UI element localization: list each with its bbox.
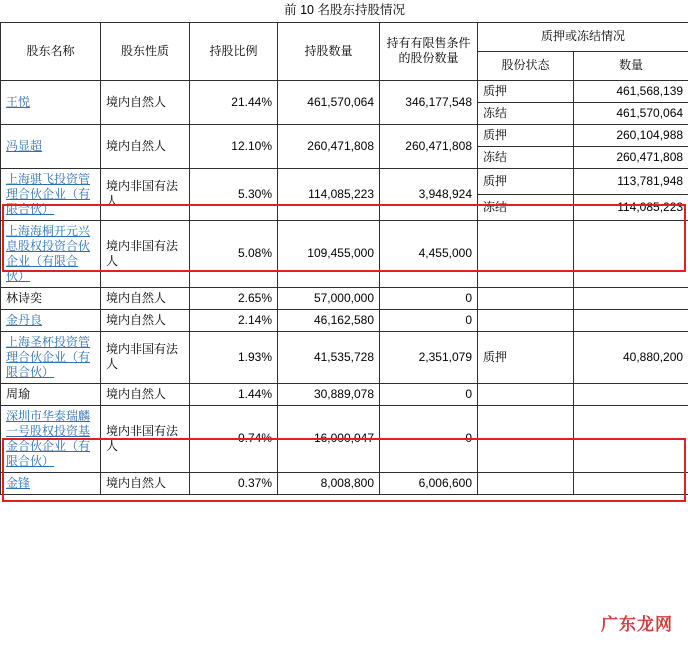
holding-ratio: 0.74% <box>190 405 278 472</box>
shareholder-nature: 境内自然人 <box>101 80 190 124</box>
shareholder-nature: 境内非国有法人 <box>101 405 190 472</box>
shareholder-name: 林诗奕 <box>1 287 101 309</box>
col-header-amount: 持股数量 <box>278 22 380 80</box>
col-header-qty: 数量 <box>574 51 688 80</box>
watermark: 广东龙网 <box>594 607 680 638</box>
shareholder-name[interactable]: 冯显超 <box>1 124 101 168</box>
shareholder-nature: 境内非国有法人 <box>101 168 190 220</box>
share-status-qty <box>574 220 688 287</box>
holding-amount: 57,000,000 <box>278 287 380 309</box>
share-status: 质押 <box>478 331 574 383</box>
share-status-qty <box>574 472 688 494</box>
restricted-shares: 2,351,079 <box>380 331 478 383</box>
holding-amount: 30,889,078 <box>278 383 380 405</box>
share-status-qty: 40,880,200 <box>574 331 688 383</box>
share-status: 质押 <box>478 124 574 146</box>
col-header-pledge-group: 质押或冻结情况 <box>478 22 688 51</box>
share-status-qty: 113,781,948 <box>574 168 688 194</box>
share-status <box>478 287 574 309</box>
shareholder-name: 周瑜 <box>1 383 101 405</box>
col-header-status: 股份状态 <box>478 51 574 80</box>
restricted-shares: 0 <box>380 287 478 309</box>
restricted-shares: 6,006,600 <box>380 472 478 494</box>
shareholder-nature: 境内自然人 <box>101 287 190 309</box>
col-header-ratio: 持股比例 <box>190 22 278 80</box>
holding-ratio: 1.93% <box>190 331 278 383</box>
table-row <box>1 383 688 405</box>
restricted-shares: 0 <box>380 383 478 405</box>
holding-amount: 109,455,000 <box>278 220 380 287</box>
share-status <box>478 405 574 472</box>
shareholder-nature: 境内自然人 <box>101 124 190 168</box>
table-row <box>1 80 688 102</box>
holding-ratio: 1.44% <box>190 383 278 405</box>
shareholder-name[interactable]: 深圳市华泰瑞麟一号股权投资基金合伙企业（有限合伙） <box>1 405 101 472</box>
share-status-qty <box>574 309 688 331</box>
holding-amount: 8,008,800 <box>278 472 380 494</box>
holding-ratio: 2.65% <box>190 287 278 309</box>
table-row <box>1 220 688 287</box>
holding-amount: 260,471,808 <box>278 124 380 168</box>
col-header-name: 股东名称 <box>1 22 101 80</box>
shareholder-name[interactable]: 金丹良 <box>1 309 101 331</box>
header-row-1 <box>1 22 688 51</box>
shareholder-nature: 境内自然人 <box>101 472 190 494</box>
restricted-shares: 0 <box>380 405 478 472</box>
holding-amount: 46,162,580 <box>278 309 380 331</box>
table-row <box>1 287 688 309</box>
share-status-qty <box>574 383 688 405</box>
holding-ratio: 12.10% <box>190 124 278 168</box>
share-status <box>478 220 574 287</box>
table-title-row <box>1 0 688 22</box>
holding-ratio: 21.44% <box>190 80 278 124</box>
share-status <box>478 472 574 494</box>
share-status-qty <box>574 287 688 309</box>
share-status: 冻结 <box>478 146 574 168</box>
restricted-shares: 346,177,548 <box>380 80 478 124</box>
restricted-shares: 0 <box>380 309 478 331</box>
table-row <box>1 168 688 194</box>
share-status <box>478 309 574 331</box>
table-row <box>1 309 688 331</box>
shareholder-name[interactable]: 上海海桐开元兴息股权投资合伙企业（有限合伙） <box>1 220 101 287</box>
table-body <box>1 80 688 494</box>
holding-amount: 461,570,064 <box>278 80 380 124</box>
holding-ratio: 5.08% <box>190 220 278 287</box>
shareholder-nature: 境内自然人 <box>101 309 190 331</box>
shareholder-name[interactable]: 上海圣杯投资管理合伙企业（有限合伙） <box>1 331 101 383</box>
shareholder-name[interactable]: 王悦 <box>1 80 101 124</box>
table-row <box>1 124 688 146</box>
share-status: 冻结 <box>478 102 574 124</box>
shareholder-nature: 境内自然人 <box>101 383 190 405</box>
share-status: 质押 <box>478 80 574 102</box>
holding-ratio: 2.14% <box>190 309 278 331</box>
col-header-restricted: 持有有限售条件的股份数量 <box>380 22 478 80</box>
share-status-qty <box>574 405 688 472</box>
page-title: 前 10 名股东持股情况 <box>1 0 688 22</box>
shareholder-nature: 境内非国有法人 <box>101 220 190 287</box>
table-row <box>1 331 688 383</box>
holding-ratio: 0.37% <box>190 472 278 494</box>
share-status <box>478 383 574 405</box>
table-row <box>1 405 688 472</box>
holding-ratio: 5.30% <box>190 168 278 220</box>
share-status-qty: 461,570,064 <box>574 102 688 124</box>
shareholder-nature: 境内非国有法人 <box>101 331 190 383</box>
restricted-shares: 4,455,000 <box>380 220 478 287</box>
restricted-shares: 3,948,924 <box>380 168 478 220</box>
col-header-nature: 股东性质 <box>101 22 190 80</box>
shareholder-name[interactable]: 金锋 <box>1 472 101 494</box>
share-status-qty: 260,471,808 <box>574 146 688 168</box>
holding-amount: 16,000,047 <box>278 405 380 472</box>
shareholder-name[interactable]: 上海骐飞投资管理合伙企业（有限合伙） <box>1 168 101 220</box>
share-status-qty: 114,085,223 <box>574 194 688 220</box>
share-status: 冻结 <box>478 194 574 220</box>
share-status-qty: 260,104,988 <box>574 124 688 146</box>
share-status-qty: 461,568,139 <box>574 80 688 102</box>
table-row <box>1 472 688 494</box>
share-status: 质押 <box>478 168 574 194</box>
holding-amount: 114,085,223 <box>278 168 380 220</box>
restricted-shares: 260,471,808 <box>380 124 478 168</box>
holding-amount: 41,535,728 <box>278 331 380 383</box>
